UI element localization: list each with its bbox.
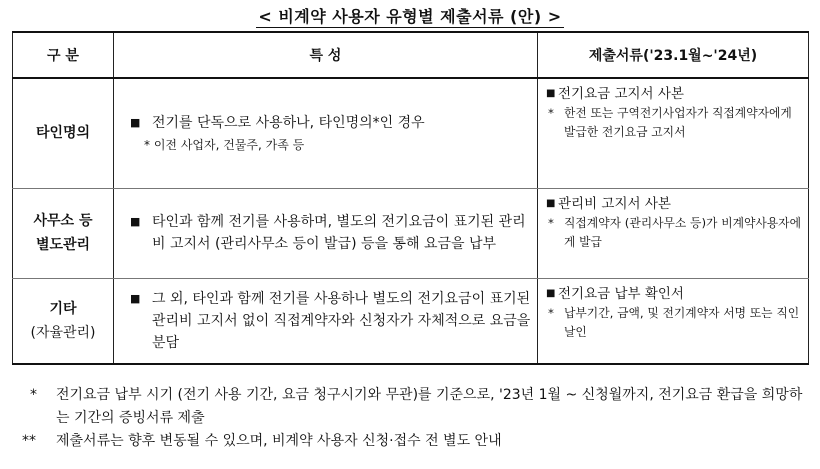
document-note: 직접계약자 (관리사무소 등)가 비계약사용자에게 발급 xyxy=(564,215,801,249)
document-note: 한전 또는 구역전기사업자가 직접계약자에게 발급한 전기요금 고지서 xyxy=(564,106,792,139)
footnote xyxy=(22,384,812,430)
footnote-mark: ** xyxy=(22,433,36,449)
document-title-text: < 비계약 사용자 유형별 제출서류 (안) > xyxy=(258,7,562,26)
bullet-square-icon: ■ xyxy=(546,287,556,299)
category-label: 타인명의 xyxy=(35,125,91,142)
footnote-text: 제출서류는 향후 변동될 수 있으며, 비계약 사용자 신청·접수 전 별도 안내 xyxy=(56,433,502,449)
table-header-row xyxy=(13,32,809,78)
footnote-text: 전기요금 납부 시기 (전기 사용 기간, 요금 청구시기와 무관)를 기준으로, '23년 1월 ~ 신청월까지, 전기요금 환급을 희망하는 기간의 증빙서류 제출 xyxy=(56,387,803,426)
category-sublabel: 별도관리 xyxy=(35,237,91,253)
table-row xyxy=(13,78,809,188)
footnote xyxy=(22,430,812,453)
category-label: 기타 xyxy=(49,300,77,317)
asterisk-mark: * xyxy=(548,106,554,120)
bullet-square-icon: ■ xyxy=(546,88,556,99)
header-documents: 제출서류('23.1월~'24년) xyxy=(538,32,809,78)
category-cell xyxy=(13,278,114,364)
documents-cell xyxy=(538,78,809,188)
table-row xyxy=(13,278,809,364)
document-title: 관리비 고지서 사본 xyxy=(558,195,671,212)
category-label: 사무소 등 xyxy=(33,213,93,229)
feature-text: 그 외, 타인과 함께 전기를 사용하나 별도의 전기요금이 표기된 관리비 고지서 없이 직접계약자와 신청자가 자체적으로 요금을 분담 xyxy=(152,290,531,351)
documents-cell xyxy=(538,188,809,278)
feature-text: 전기를 단독으로 사용하나, 타인명의*인 경우 xyxy=(152,115,425,132)
bullet-square-icon: ■ xyxy=(546,197,556,209)
submission-documents-table xyxy=(12,31,809,365)
footnotes xyxy=(22,384,812,453)
feature-cell xyxy=(114,278,538,364)
footnote-mark: * xyxy=(30,387,37,403)
bullet-square-icon: ■ xyxy=(130,116,141,130)
document-title: 전기요금 고지서 사본 xyxy=(558,86,684,102)
document-title xyxy=(0,4,820,27)
category-cell xyxy=(13,78,114,188)
feature-note: * 이전 사업자, 건물주, 가족 등 xyxy=(144,138,305,153)
category-sublabel: (자율관리) xyxy=(30,324,96,341)
feature-cell xyxy=(114,188,538,278)
bullet-square-icon: ■ xyxy=(130,215,141,228)
asterisk-mark: * xyxy=(548,215,554,230)
table-row xyxy=(13,188,809,278)
feature-text: 타인과 함께 전기를 사용하며, 별도의 전기요금이 표기된 관리비 고지서 (관리사무소 등이 발급) 등을 통해 요금을 납부 xyxy=(152,214,526,252)
documents-cell xyxy=(538,278,809,364)
feature-cell xyxy=(114,78,538,188)
document-note: 납부기간, 금액, 및 전기계약자 서명 또는 직인 날인 xyxy=(564,305,800,339)
asterisk-mark: * xyxy=(548,305,554,320)
document-title: 전기요금 납부 확인서 xyxy=(558,285,684,302)
bullet-square-icon: ■ xyxy=(130,291,141,305)
header-feature: 특 성 xyxy=(114,32,538,78)
category-cell xyxy=(13,188,114,278)
header-category: 구 분 xyxy=(13,32,114,78)
